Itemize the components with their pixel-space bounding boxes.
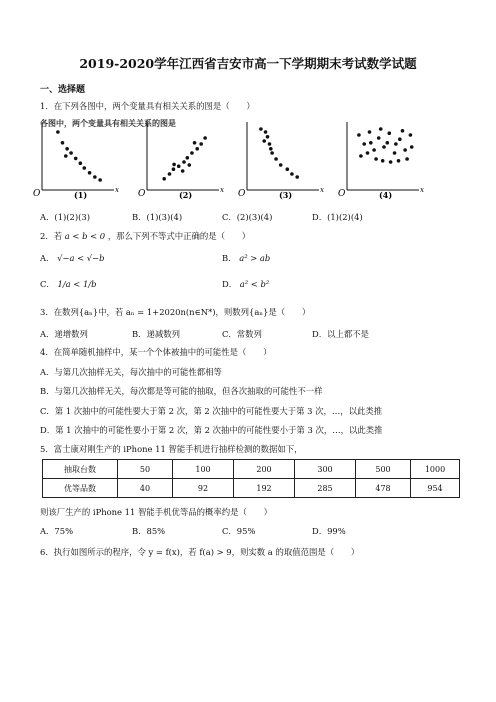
scatter-plot-3 [238,122,324,200]
q2-option-a[interactable] [40,252,105,264]
scatter-point [88,171,92,175]
table-row [43,460,460,479]
q1-stem: 1．在下列各图中，两个变量具有相关关系的图是（ ） [40,101,255,111]
section-heading: 一、选择题 [40,85,86,95]
scatter-point [374,157,378,161]
scatter-point [362,142,366,146]
q5-after: 则该厂生产的 iPhone 11 智能手机优等品的概率约是（ ） [40,507,272,517]
scatter-point [405,157,409,161]
table-cell: 192 [234,479,295,498]
q2-option-b-label: B． [222,253,237,263]
scatter-point [381,159,385,163]
scatter-point [172,167,176,171]
q4-stem: 4．在简单随机抽样中，某一个个体被抽中的可能性是（ ） [40,347,272,357]
q1-option-d[interactable]: D．(1)(2)(4) [312,212,363,222]
scatter-point [369,141,373,145]
scatter-point [372,148,376,152]
table-cell: 954 [411,479,460,498]
q3-option-b[interactable]: B．递减数列 [132,329,181,339]
x-axis-label: x [115,186,119,194]
scatter-point [403,148,407,152]
scatter-point [182,160,186,164]
scatter-point [64,154,68,158]
scatter-point [264,130,268,134]
scatter-point [394,142,398,146]
scatter-point [199,142,203,146]
table-cell: 100 [173,460,234,479]
scatter-point [366,151,370,155]
scatter-point [274,157,278,161]
x-axis-label: x [420,186,424,194]
q2-option-d[interactable] [222,278,269,290]
q1-scatter-plots [32,118,472,206]
q6-stem: 6．执行如图所示的程序，令 y = f(x)，若 f(a) > 9，则实数 a 的取值范围是（ ） [40,547,360,557]
scatter-point [377,136,381,140]
origin-label: O [338,189,346,199]
q2-stem-pre: 2．若 [40,231,63,241]
scatter-point [69,151,73,155]
scatter-point [56,130,60,134]
scatter-point [203,136,207,140]
scatter-point [266,135,270,139]
scatter-point [357,133,361,137]
q3-stem: 3．在数列{aₙ}中，若 aₙ = 1+2020n(n∈N*)，则数列{aₙ}是（ ） [40,307,311,317]
q2-stem-post: ，那么下列不等式中正确的是（ ） [107,231,251,241]
origin-label: O [33,189,41,199]
scatter-point [386,141,390,145]
q2-stem [40,230,250,242]
scatter-point [359,154,363,158]
scatter-point [193,141,197,145]
scatter-point [195,147,199,151]
scatter-point [93,175,97,179]
q5-option-b[interactable]: B．85% [132,526,166,536]
scatter-plot-1 [33,122,119,200]
q2-option-c-expr: 1/a < 1/b [57,279,97,289]
q2-option-c[interactable] [40,278,96,290]
page-title: 2019-2020学年江西省吉安市高一下学期期末考试数学试题 [79,56,417,71]
scatter-point [401,129,405,133]
q1-option-a[interactable]: A．(1)(2)(3) [40,212,91,222]
table-row-header: 抽取台数 [43,460,118,479]
scatter-point [290,172,294,176]
scatter-point [387,131,391,135]
q2-option-d-expr: a² < b² [239,279,270,289]
scatter-point [368,130,372,134]
scatter-point [172,163,176,167]
scatter-point [186,156,190,160]
scatter-point [65,147,69,151]
scatter-point [259,127,263,131]
table-cell: 300 [295,460,356,479]
scatter-plot-2 [138,122,224,200]
table-row [43,479,460,498]
q3-option-d[interactable]: D．以上都不是 [312,329,369,339]
table-cell: 200 [234,460,295,479]
q1-option-c[interactable]: C．(2)(3)(4) [222,212,273,222]
table-cell: 1000 [411,460,460,479]
q5-option-a[interactable]: A．75% [40,526,74,536]
q4-option-c[interactable]: C．第 1 次抽中的可能性要大于第 2 次，第 2 次抽中的可能性要大于第 3 次，…，以此类推 [40,406,383,416]
scatter-plots-svg [32,118,472,206]
q5-option-c[interactable]: C．95% [222,526,256,536]
scatter-point [397,159,401,163]
scatter-point [379,127,383,131]
scatter-point [162,177,166,181]
plot-label: (1) [74,190,88,200]
table-cell: 92 [173,479,234,498]
q4-option-d[interactable]: D．第 1 次抽中的可能性要小于第 2 次，第 2 次抽中的可能性要小于第 3 次，…，以此类推 [40,425,383,435]
table-cell: 50 [118,460,173,479]
scatter-point [269,147,273,151]
q2-option-a-label: A． [40,253,55,263]
origin-label: O [238,189,246,199]
table-row-header: 优等品数 [43,479,118,498]
scatter-point [393,151,397,155]
scatter-point [409,133,413,137]
scatter-point [177,164,181,168]
table-cell: 478 [356,479,411,498]
scatter-point [295,175,299,179]
origin-label: O [138,189,146,199]
q2-option-d-label: D． [222,279,238,289]
plot-label: (3) [279,190,293,200]
scatter-point [410,145,414,149]
scatter-point [168,172,172,176]
table-cell: 40 [118,479,173,498]
q2-option-b[interactable] [222,252,270,264]
scatter-point [382,145,386,149]
q5-data-table [42,459,460,498]
plot-label: (4) [379,190,393,200]
q2-option-a-expr: √−a < √−b [57,253,105,263]
table-cell: 285 [295,479,356,498]
scatter-point [262,139,266,143]
x-axis-label: x [220,186,224,194]
scatter-point [286,167,290,171]
x-axis-label: x [320,186,324,194]
q4-option-a[interactable]: A．与第几次抽样无关，每次抽中的可能性都相等 [40,367,222,377]
q5-option-d[interactable]: D．99% [312,526,346,536]
q2-option-b-expr: a² > ab [239,253,271,263]
table-cell: 500 [356,460,411,479]
scatter-point [270,151,274,155]
scatter-point [79,161,83,165]
scatter-point [398,137,402,141]
scatter-point [187,163,191,167]
scatter-plot-4 [338,122,424,200]
scatter-point [82,166,86,170]
scatter-point [190,151,194,155]
scatter-point [61,141,65,145]
q4-option-b[interactable]: B．与第几次抽样无关，每次都是等可能的抽取，但各次抽取的可能性不一样 [40,386,323,396]
q3-option-a[interactable]: A．递增数列 [40,329,88,339]
q3-option-c[interactable]: C．常数列 [222,329,262,339]
q1-option-b[interactable]: B．(1)(3)(4) [132,212,183,222]
q2-condition: a < b < 0 [64,231,106,241]
scatter-point [268,142,272,146]
scatter-point [181,169,185,173]
q5-stem: 5．富士康对刚生产的 iPhone 11 智能手机进行抽样检测的数据如下， [40,444,303,454]
scatter-point [389,160,393,164]
plot-label: (2) [179,190,193,200]
scatter-point [279,163,283,167]
scatter-point [98,178,102,182]
scatter-point [74,157,78,161]
q1-overlap-text: 各图中，两个变量具有相关关系的图是 [40,118,176,128]
q2-option-c-label: C． [40,279,55,289]
